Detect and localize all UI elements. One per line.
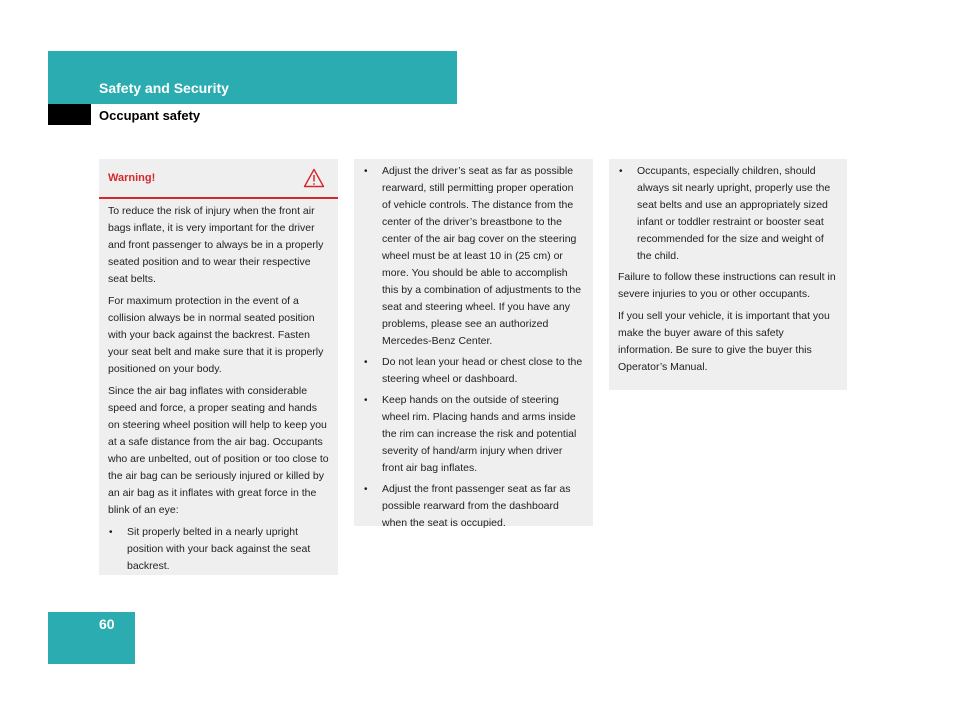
- list-item-text: Occupants, especially children, should always sit nearly upright, properly use the seat belts and use an appropriately sized infant or toddler restraint or booster seat recommended for the size and weight of the child.: [637, 165, 831, 262]
- conclusion-paragraph: Failure to follow these instructions can result in severe injuries to you or other occupants.: [618, 271, 836, 300]
- bullet-icon: •: [364, 484, 368, 495]
- bullet-list: [363, 163, 584, 532]
- bullet-icon: •: [619, 166, 623, 177]
- warning-paragraph: To reduce the risk of injury when the front air bags inflate, it is very important for the driver and front passenger to always be in a properly seated position and to wear their respective seat belts.: [108, 205, 324, 285]
- list-item: [363, 392, 584, 477]
- section-title: Safety and Security: [99, 80, 229, 96]
- page-number: 60: [99, 616, 115, 632]
- warning-paragraph: For maximum protection in the event of a collision always be in normal seated position with your back against the backrest. Fasten your seat belt and make sure that it is properly positioned on your body.: [108, 295, 324, 375]
- list-item-text: Adjust the front passenger seat as far as possible rearward from the dashboard when the seat is occupied.: [382, 483, 571, 529]
- warning-header: [99, 159, 338, 199]
- list-item-text: Adjust the driver’s seat as far as possible rearward, still permitting proper operation of vehicle controls. The distance from the center of the driver’s breastbone to the center of the air bag cover on the steering wheel must be at least 10 in (25 cm) or more. You should be able to accomplish this by a combination of adjustments to the seat and steering wheel. If you have any problems, please see an authorized Mercedes-Benz Center.: [382, 165, 582, 347]
- list-item: [363, 354, 584, 388]
- warning-paragraph: Since the air bag inflates with considerable speed and force, a proper seating and hands on steering wheel position will help to keep you at a safe distance from the air bag. Occupants who are unbelted, out of position or too close to the air bag can be seriously injured or killed by an air bag as it inflates with great force in the blink of an eye:: [108, 385, 329, 516]
- list-item: [363, 481, 584, 532]
- warning-panel: [99, 159, 338, 575]
- list-item-text: Do not lean your head or chest close to the steering wheel or dashboard.: [382, 356, 583, 385]
- bullet-icon: •: [109, 527, 113, 538]
- bullet-icon: •: [364, 357, 368, 368]
- header-band: [48, 51, 457, 104]
- list-item-text: Sit properly belted in a nearly upright position with your back against the seat backrest.: [127, 526, 311, 572]
- warning-label: Warning!: [108, 172, 156, 184]
- warning-triangle-icon: [303, 168, 325, 188]
- list-item: [618, 163, 838, 265]
- conclusion-paragraph: If you sell your vehicle, it is important that you make the buyer aware of this safety information. Be sure to give the buyer this Operator’s Manual.: [618, 310, 830, 373]
- list-item: [108, 524, 329, 575]
- subsection-title: Occupant safety: [99, 108, 201, 123]
- page-number-box: [48, 612, 135, 664]
- warning-continued-panel: [354, 159, 593, 529]
- warning-bullet-list: [108, 524, 329, 575]
- subsection-marker: [48, 104, 91, 125]
- list-item-text: Keep hands on the outside of steering wheel rim. Placing hands and arms inside the rim can increase the risk and potential severity of hand/arm injury when driver front air bag inflates.: [382, 394, 577, 474]
- bullet-list: [618, 163, 838, 265]
- list-item: [363, 163, 584, 350]
- bullet-icon: •: [364, 166, 368, 177]
- warning-conclusion-panel: [609, 159, 847, 390]
- bullet-icon: •: [364, 395, 368, 406]
